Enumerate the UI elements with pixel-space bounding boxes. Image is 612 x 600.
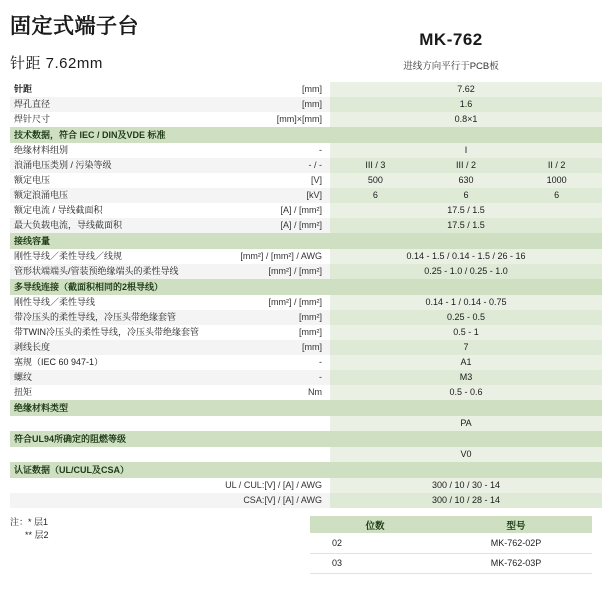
spec-row-value: 7.62 (330, 82, 602, 97)
spec-row-unit: [mm] (220, 97, 330, 112)
spec-row-label (10, 416, 220, 431)
spec-row-value: 1.6 (330, 97, 602, 112)
spec-row-value: I (330, 143, 602, 158)
spec-row (10, 295, 602, 310)
spec-row-value: 630 (421, 173, 512, 188)
specification-table (10, 82, 602, 508)
spec-row-unit (220, 447, 330, 462)
spec-row (10, 264, 602, 279)
spec-row (10, 249, 602, 264)
header-right (300, 10, 602, 72)
spec-row-value: 6 (330, 188, 421, 203)
spec-row (10, 188, 602, 203)
spec-row-value: 6 (511, 188, 602, 203)
spec-row (10, 310, 602, 325)
spec-row-unit: Nm (220, 385, 330, 400)
spec-row-label: 带冷压头的柔性导线，冷压头带绝缘套管 (10, 310, 220, 325)
spec-row-value: 0.25 - 0.5 (330, 310, 602, 325)
spec-row-value: III / 2 (421, 158, 512, 173)
spec-row-value: III / 3 (330, 158, 421, 173)
spec-row-value: 0.5 - 0.6 (330, 385, 602, 400)
spec-row-label: 刚性导线／柔性导线／线规 (10, 249, 220, 264)
spec-row (10, 97, 602, 112)
spec-row-unit: - / - (220, 158, 330, 173)
spec-row-value: 7 (330, 340, 602, 355)
spec-row-value: 1000 (511, 173, 602, 188)
spec-row-label (10, 478, 220, 493)
spec-row-label: 额定电压 (10, 173, 220, 188)
spec-row-label: 浪涌电压类别 / 污染等级 (10, 158, 220, 173)
model-table-head (310, 516, 592, 533)
spec-row-unit: [mm²] / [mm²] (220, 295, 330, 310)
model-table (310, 516, 592, 574)
spec-row-label: 刚性导线／柔性导线 (10, 295, 220, 310)
model-table-body (310, 533, 592, 573)
spec-row-unit: [mm²] / [mm²] (220, 264, 330, 279)
spec-row-unit: [A] / [mm²] (220, 218, 330, 233)
spec-row-value: V0 (330, 447, 602, 462)
spec-row-label: 焊针尺寸 (10, 112, 220, 127)
spec-section-row (10, 233, 602, 249)
spec-section-row (10, 400, 602, 416)
spec-row-label: 绝缘材料组别 (10, 143, 220, 158)
footnote-line-1: 注：* 层1 (10, 517, 49, 528)
spec-row-label: 扭矩 (10, 385, 220, 400)
spec-row-label: 带TWIN冷压头的柔性导线，冷压头带绝缘套管 (10, 325, 220, 340)
spec-row-unit: - (220, 143, 330, 158)
spec-row-unit: - (220, 355, 330, 370)
spec-row (10, 158, 602, 173)
spec-row (10, 218, 602, 233)
model-note: 进线方向平行于PCB板 (403, 61, 499, 72)
spec-row-unit: [mm²] / [mm²] / AWG (220, 249, 330, 264)
spec-row (10, 325, 602, 340)
model-table-row (310, 553, 592, 573)
spec-row (10, 355, 602, 370)
model-table-header-positions: 位数 (310, 516, 440, 533)
spec-section-row (10, 279, 602, 295)
spec-row-label: 塞规（IEC 60 947-1） (10, 355, 220, 370)
header-left (10, 10, 300, 73)
spec-row-label: 额定电流 / 导线截面积 (10, 203, 220, 218)
spec-row-unit (220, 416, 330, 431)
spec-row-value: PA (330, 416, 602, 431)
spec-row (10, 493, 602, 508)
model-table-header-model: 型号 (440, 516, 592, 533)
footnote-line-2: ** 层2 (10, 530, 49, 541)
spec-row-unit: CSA:[V] / [A] / AWG (220, 493, 330, 508)
spec-row-label: 螺纹 (10, 370, 220, 385)
spec-row-unit: [mm] (220, 340, 330, 355)
spec-row-value: A1 (330, 355, 602, 370)
spec-row-label: 管形状端端头/管装预绝缘端头的柔性导线 (10, 264, 220, 279)
spec-section-label: 认证数据（UL/CUL及CSA） (10, 462, 602, 478)
spec-section-row (10, 431, 602, 447)
footnotes (10, 516, 310, 574)
model-positions: 03 (310, 553, 440, 573)
spec-row (10, 112, 602, 127)
spec-row-value: 6 (421, 188, 512, 203)
spec-row (10, 416, 602, 431)
specification-table-body (10, 82, 602, 508)
spec-section-label: 多导线连接（截面积相同的2根导线） (10, 279, 602, 295)
spec-row-value: 0.5 - 1 (330, 325, 602, 340)
spec-section-label: 绝缘材料类型 (10, 400, 602, 416)
spec-section-label: 接线容量 (10, 233, 602, 249)
spec-row-unit: [kV] (220, 188, 330, 203)
page-header (0, 0, 612, 73)
model-name: MK-762 (419, 30, 483, 49)
model-number: MK-762-02P (440, 533, 592, 553)
spec-row-unit: [mm] (220, 82, 330, 97)
spec-row-unit: - (220, 370, 330, 385)
spec-row-label: 额定浪涌电压 (10, 188, 220, 203)
spec-row-label: 剥线长度 (10, 340, 220, 355)
spec-row-unit: [mm²] (220, 310, 330, 325)
spec-row (10, 173, 602, 188)
spec-row-label (10, 493, 220, 508)
model-table-row (310, 533, 592, 553)
model-positions: 02 (310, 533, 440, 553)
spec-row-value: 0.14 - 1 / 0.14 - 0.75 (330, 295, 602, 310)
spec-row (10, 478, 602, 493)
spec-row (10, 82, 602, 97)
spec-row-label (10, 447, 220, 462)
spec-row (10, 447, 602, 462)
model-number: MK-762-03P (440, 553, 592, 573)
spec-section-row (10, 127, 602, 143)
spec-row-label: 最大负载电流，导线截面积 (10, 218, 220, 233)
spec-row (10, 203, 602, 218)
spec-row (10, 385, 602, 400)
page-subtitle: 针距 7.62mm (10, 55, 103, 73)
model-table-header-row (310, 516, 592, 533)
page-title: 固定式端子台 (10, 15, 139, 38)
spec-row-value: II / 2 (511, 158, 602, 173)
spec-section-label: 技术数据，符合 IEC / DIN及VDE 标准 (10, 127, 602, 143)
spec-row-value: 17.5 / 1.5 (330, 218, 602, 233)
spec-row-unit: UL / CUL:[V] / [A] / AWG (220, 478, 330, 493)
spec-row-value: 300 / 10 / 30 - 14 (330, 478, 602, 493)
spec-row-label: 针距 (10, 82, 220, 97)
spec-row (10, 143, 602, 158)
spec-row-unit: [A] / [mm²] (220, 203, 330, 218)
spec-row-value: 0.8×1 (330, 112, 602, 127)
spec-row-value: 500 (330, 173, 421, 188)
page-footer (0, 508, 612, 574)
spec-row-value: 0.25 - 1.0 / 0.25 - 1.0 (330, 264, 602, 279)
spec-row-value: 0.14 - 1.5 / 0.14 - 1.5 / 26 - 16 (330, 249, 602, 264)
spec-row-label: 焊孔直径 (10, 97, 220, 112)
spec-row-unit: [V] (220, 173, 330, 188)
spec-row (10, 370, 602, 385)
spec-row-value: M3 (330, 370, 602, 385)
spec-section-label: 符合UL94所确定的阻燃等级 (10, 431, 602, 447)
spec-row-value: 17.5 / 1.5 (330, 203, 602, 218)
spec-row-unit: [mm²] (220, 325, 330, 340)
spec-section-row (10, 462, 602, 478)
spec-row (10, 340, 602, 355)
spec-row-value: 300 / 10 / 28 - 14 (330, 493, 602, 508)
spec-row-unit: [mm]×[mm] (220, 112, 330, 127)
